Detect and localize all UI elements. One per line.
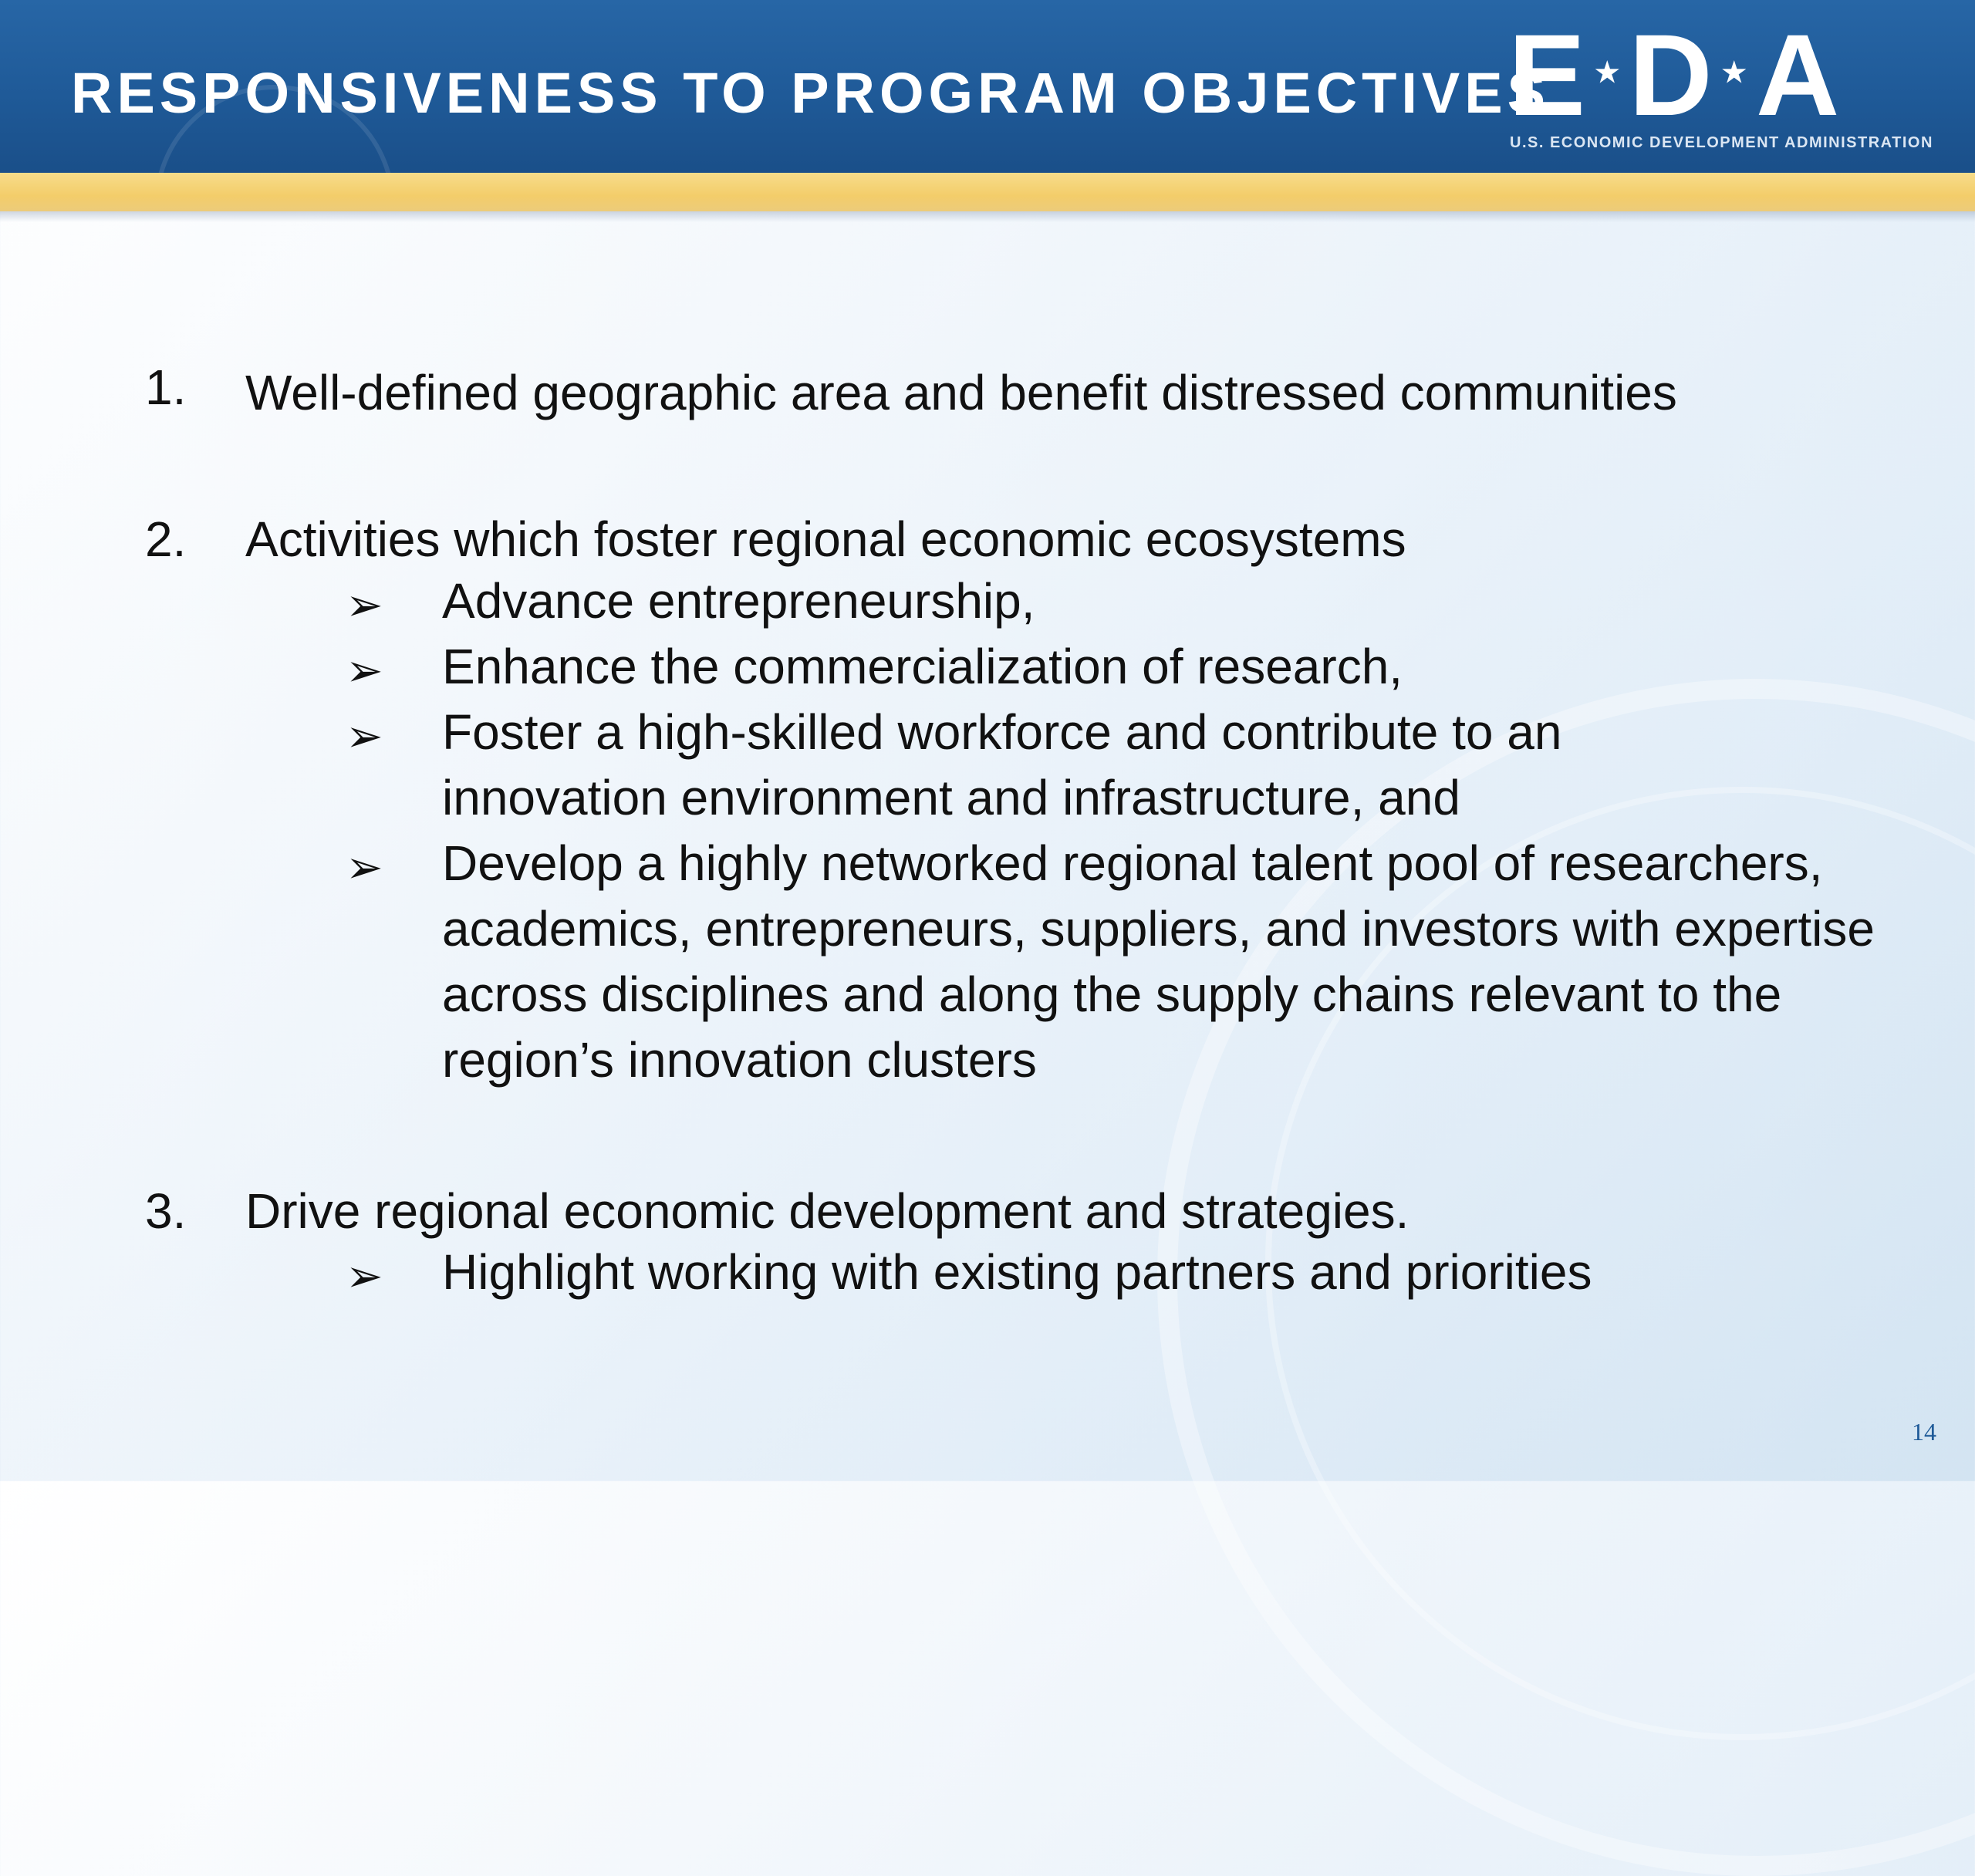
logo-subtitle: U.S. ECONOMIC DEVELOPMENT ADMINISTRATION xyxy=(1510,134,1933,151)
arrow-bullet-icon: ➢ xyxy=(346,711,383,761)
slide-title: RESPONSIVENESS TO PROGRAM OBJECTIVES xyxy=(71,61,1550,125)
logo-letter-a: A xyxy=(1755,10,1840,140)
list-item: Drive regional economic development and strategies. xyxy=(245,1183,1410,1239)
sub-list-item: Highlight working with existing partners and priorities xyxy=(442,1244,1592,1300)
arrow-bullet-icon: ➢ xyxy=(346,580,383,630)
arrow-bullet-icon: ➢ xyxy=(346,1251,383,1301)
sub-list-item: Develop a highly networked regional talent pool of researchers, academics, entrepreneurs, suppliers, and investors with expertise across disciplines and along the supply chains relevant to the region’s innovation clusters xyxy=(442,835,1875,1088)
item-number: 2. xyxy=(145,511,187,567)
logo-letter-d: D xyxy=(1629,10,1713,140)
star-icon: ★ xyxy=(1721,56,1747,88)
page-number: 14 xyxy=(1912,1418,1936,1446)
sub-list-item: Advance entrepreneurship, xyxy=(442,573,1035,629)
sub-list-item: Enhance the commercialization of research, xyxy=(442,639,1403,694)
sub-list-item: Foster a high-skilled workforce and contribute to an innovation environment and infrastructure, and xyxy=(442,704,1562,825)
item-number: 1. xyxy=(145,359,187,415)
arrow-bullet-icon: ➢ xyxy=(346,842,383,892)
list-item: Activities which foster regional economic ecosystems xyxy=(245,511,1406,567)
list-item: Well-defined geographic area and benefit distressed communities xyxy=(245,365,1677,420)
arrow-bullet-icon: ➢ xyxy=(346,646,383,696)
logo-letter-e: E xyxy=(1508,10,1586,140)
item-number: 3. xyxy=(145,1183,187,1239)
star-icon: ★ xyxy=(1595,56,1620,88)
